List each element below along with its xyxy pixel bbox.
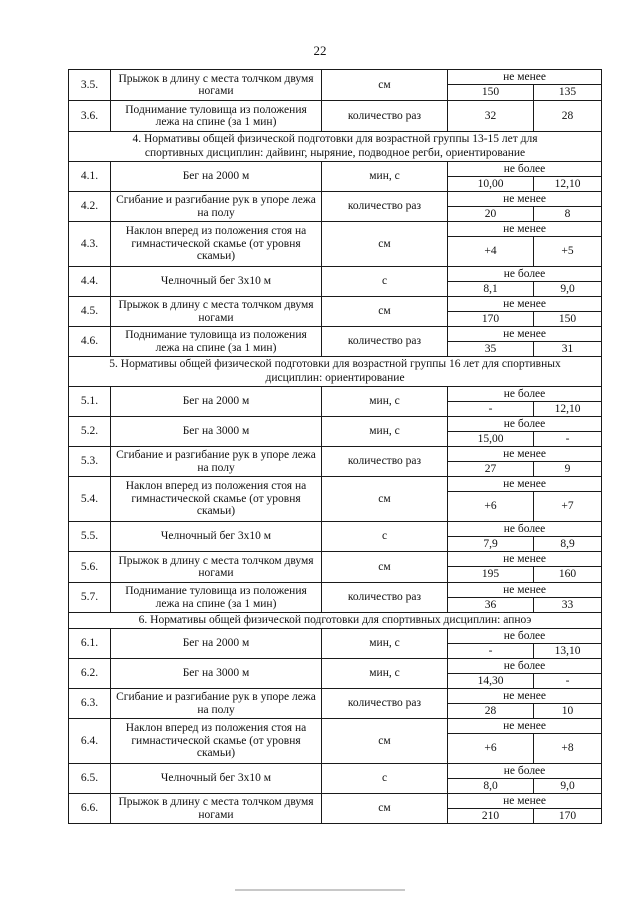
value-boys: 32 [448, 101, 534, 132]
value-boys: 27 [448, 462, 534, 477]
value-girls: 8,9 [534, 537, 602, 552]
unit: мин, с [322, 659, 448, 689]
row-number: 6.2. [69, 659, 111, 689]
exercise-name: Поднимание туловища из положения лежа на спине (за 1 мин) [111, 101, 322, 132]
value-girls: 28 [534, 101, 602, 132]
unit: количество раз [322, 583, 448, 613]
row-number: 5.1. [69, 387, 111, 417]
value-boys: +6 [448, 734, 534, 764]
table-row [69, 552, 602, 567]
table-row [69, 192, 602, 207]
section-header-row [69, 613, 602, 629]
value-girls: - [534, 674, 602, 689]
value-boys: 195 [448, 567, 534, 583]
norms-table [68, 69, 602, 824]
value-boys: 28 [448, 704, 534, 719]
section-title: 5. Нормативы общей физической подготовки для возрастной группы 16 лет для спортивных дисциплин: ориентирование [69, 357, 602, 387]
exercise-name: Прыжок в длину с места толчком двумя ногами [111, 552, 322, 583]
value-girls: 33 [534, 598, 602, 613]
value-girls: 135 [534, 85, 602, 101]
table-row [69, 387, 602, 402]
norm-condition: не менее [448, 327, 602, 342]
value-boys: - [448, 402, 534, 417]
norm-condition: не менее [448, 719, 602, 734]
row-number: 5.3. [69, 447, 111, 477]
value-boys: 10,00 [448, 177, 534, 192]
scan-edge-mark [235, 889, 405, 891]
value-girls: +8 [534, 734, 602, 764]
row-number: 3.6. [69, 101, 111, 132]
table-row [69, 659, 602, 674]
exercise-name: Прыжок в длину с места толчком двумя ногами [111, 297, 322, 327]
value-girls: 31 [534, 342, 602, 357]
value-boys: 150 [448, 85, 534, 101]
exercise-name: Бег на 2000 м [111, 387, 322, 417]
unit: количество раз [322, 101, 448, 132]
value-boys: +4 [448, 237, 534, 267]
value-girls: 9 [534, 462, 602, 477]
table-row [69, 477, 602, 492]
exercise-name: Прыжок в длину с места толчком двумя ногами [111, 794, 322, 824]
unit: мин, с [322, 387, 448, 417]
table-row [69, 719, 602, 734]
row-number: 5.2. [69, 417, 111, 447]
exercise-name: Сгибание и разгибание рук в упоре лежа на полу [111, 192, 322, 222]
section-header-row [69, 357, 602, 387]
value-girls: 150 [534, 312, 602, 327]
unit: см [322, 719, 448, 764]
unit: количество раз [322, 689, 448, 719]
norm-condition: не более [448, 162, 602, 177]
norm-condition: не более [448, 764, 602, 779]
value-boys: 14,30 [448, 674, 534, 689]
exercise-name: Бег на 3000 м [111, 417, 322, 447]
section-header-row [69, 132, 602, 162]
table-row [69, 222, 602, 237]
row-number: 4.6. [69, 327, 111, 357]
page-number: 22 [313, 43, 327, 58]
exercise-name: Наклон вперед из положения стоя на гимнастической скамье (от уровня скамьи) [111, 477, 322, 522]
table-row [69, 162, 602, 177]
value-boys: 8,0 [448, 779, 534, 794]
table-row [69, 629, 602, 644]
exercise-name: Челночный бег 3х10 м [111, 267, 322, 297]
norm-condition: не более [448, 267, 602, 282]
unit: количество раз [322, 447, 448, 477]
value-boys: - [448, 644, 534, 659]
unit: см [322, 794, 448, 824]
norm-condition: не более [448, 387, 602, 402]
table-row [69, 417, 602, 432]
value-girls: 160 [534, 567, 602, 583]
table-row [69, 447, 602, 462]
value-boys: 8,1 [448, 282, 534, 297]
row-number: 6.3. [69, 689, 111, 719]
value-girls: 8 [534, 207, 602, 222]
norm-condition: не менее [448, 583, 602, 598]
norm-condition: не более [448, 659, 602, 674]
unit: с [322, 522, 448, 552]
row-number: 6.5. [69, 764, 111, 794]
value-boys: 210 [448, 809, 534, 824]
table-row [69, 689, 602, 704]
norm-condition: не более [448, 629, 602, 644]
norm-condition: не более [448, 417, 602, 432]
row-number: 4.2. [69, 192, 111, 222]
norm-condition: не менее [448, 222, 602, 237]
value-girls: - [534, 432, 602, 447]
norm-condition: не менее [448, 552, 602, 567]
table-row [69, 101, 602, 132]
exercise-name: Наклон вперед из положения стоя на гимнастической скамье (от уровня скамьи) [111, 719, 322, 764]
value-boys: 20 [448, 207, 534, 222]
unit: см [322, 222, 448, 267]
unit: см [322, 70, 448, 101]
row-number: 6.6. [69, 794, 111, 824]
exercise-name: Сгибание и разгибание рук в упоре лежа на полу [111, 689, 322, 719]
exercise-name: Поднимание туловища из положения лежа на спине (за 1 мин) [111, 327, 322, 357]
value-boys: 15,00 [448, 432, 534, 447]
exercise-name: Бег на 3000 м [111, 659, 322, 689]
unit: см [322, 552, 448, 583]
table-row [69, 583, 602, 598]
row-number: 3.5. [69, 70, 111, 101]
table-row [69, 794, 602, 809]
exercise-name: Бег на 2000 м [111, 162, 322, 192]
row-number: 5.7. [69, 583, 111, 613]
norm-condition: не менее [448, 297, 602, 312]
row-number: 4.4. [69, 267, 111, 297]
exercise-name: Бег на 2000 м [111, 629, 322, 659]
value-girls: +7 [534, 492, 602, 522]
row-number: 4.1. [69, 162, 111, 192]
value-girls: 12,10 [534, 177, 602, 192]
unit: мин, с [322, 629, 448, 659]
norm-condition: не менее [448, 192, 602, 207]
value-girls: +5 [534, 237, 602, 267]
row-number: 4.5. [69, 297, 111, 327]
value-girls: 9,0 [534, 779, 602, 794]
value-girls: 10 [534, 704, 602, 719]
exercise-name: Челночный бег 3х10 м [111, 764, 322, 794]
value-boys: 36 [448, 598, 534, 613]
row-number: 5.6. [69, 552, 111, 583]
value-girls: 170 [534, 809, 602, 824]
value-girls: 13,10 [534, 644, 602, 659]
table-row [69, 522, 602, 537]
value-girls: 12,10 [534, 402, 602, 417]
table-row [69, 764, 602, 779]
exercise-name: Поднимание туловища из положения лежа на спине (за 1 мин) [111, 583, 322, 613]
table-row [69, 267, 602, 282]
value-boys: 35 [448, 342, 534, 357]
unit: с [322, 764, 448, 794]
exercise-name: Челночный бег 3х10 м [111, 522, 322, 552]
table-row [69, 327, 602, 342]
table-row [69, 297, 602, 312]
value-boys: +6 [448, 492, 534, 522]
row-number: 6.4. [69, 719, 111, 764]
norm-condition: не более [448, 522, 602, 537]
value-girls: 9,0 [534, 282, 602, 297]
unit: мин, с [322, 162, 448, 192]
norm-condition: не менее [448, 689, 602, 704]
unit: см [322, 297, 448, 327]
row-number: 4.3. [69, 222, 111, 267]
row-number: 5.4. [69, 477, 111, 522]
norms-table-body [69, 70, 602, 824]
value-boys: 170 [448, 312, 534, 327]
exercise-name: Прыжок в длину с места толчком двумя ногами [111, 70, 322, 101]
norm-condition: не менее [448, 70, 602, 85]
section-title: 6. Нормативы общей физической подготовки для спортивных дисциплин: апноэ [69, 613, 602, 629]
unit: мин, с [322, 417, 448, 447]
table-row [69, 70, 602, 85]
unit: количество раз [322, 327, 448, 357]
exercise-name: Наклон вперед из положения стоя на гимнастической скамье (от уровня скамьи) [111, 222, 322, 267]
unit: см [322, 477, 448, 522]
value-boys: 7,9 [448, 537, 534, 552]
unit: с [322, 267, 448, 297]
row-number: 5.5. [69, 522, 111, 552]
unit: количество раз [322, 192, 448, 222]
norm-condition: не менее [448, 477, 602, 492]
row-number: 6.1. [69, 629, 111, 659]
norm-condition: не менее [448, 447, 602, 462]
section-title: 4. Нормативы общей физической подготовки для возрастной группы 13-15 лет для спортивных дисциплин: дайвинг, ныряние, подводное регби, ориентирование [69, 132, 602, 162]
exercise-name: Сгибание и разгибание рук в упоре лежа на полу [111, 447, 322, 477]
norm-condition: не менее [448, 794, 602, 809]
